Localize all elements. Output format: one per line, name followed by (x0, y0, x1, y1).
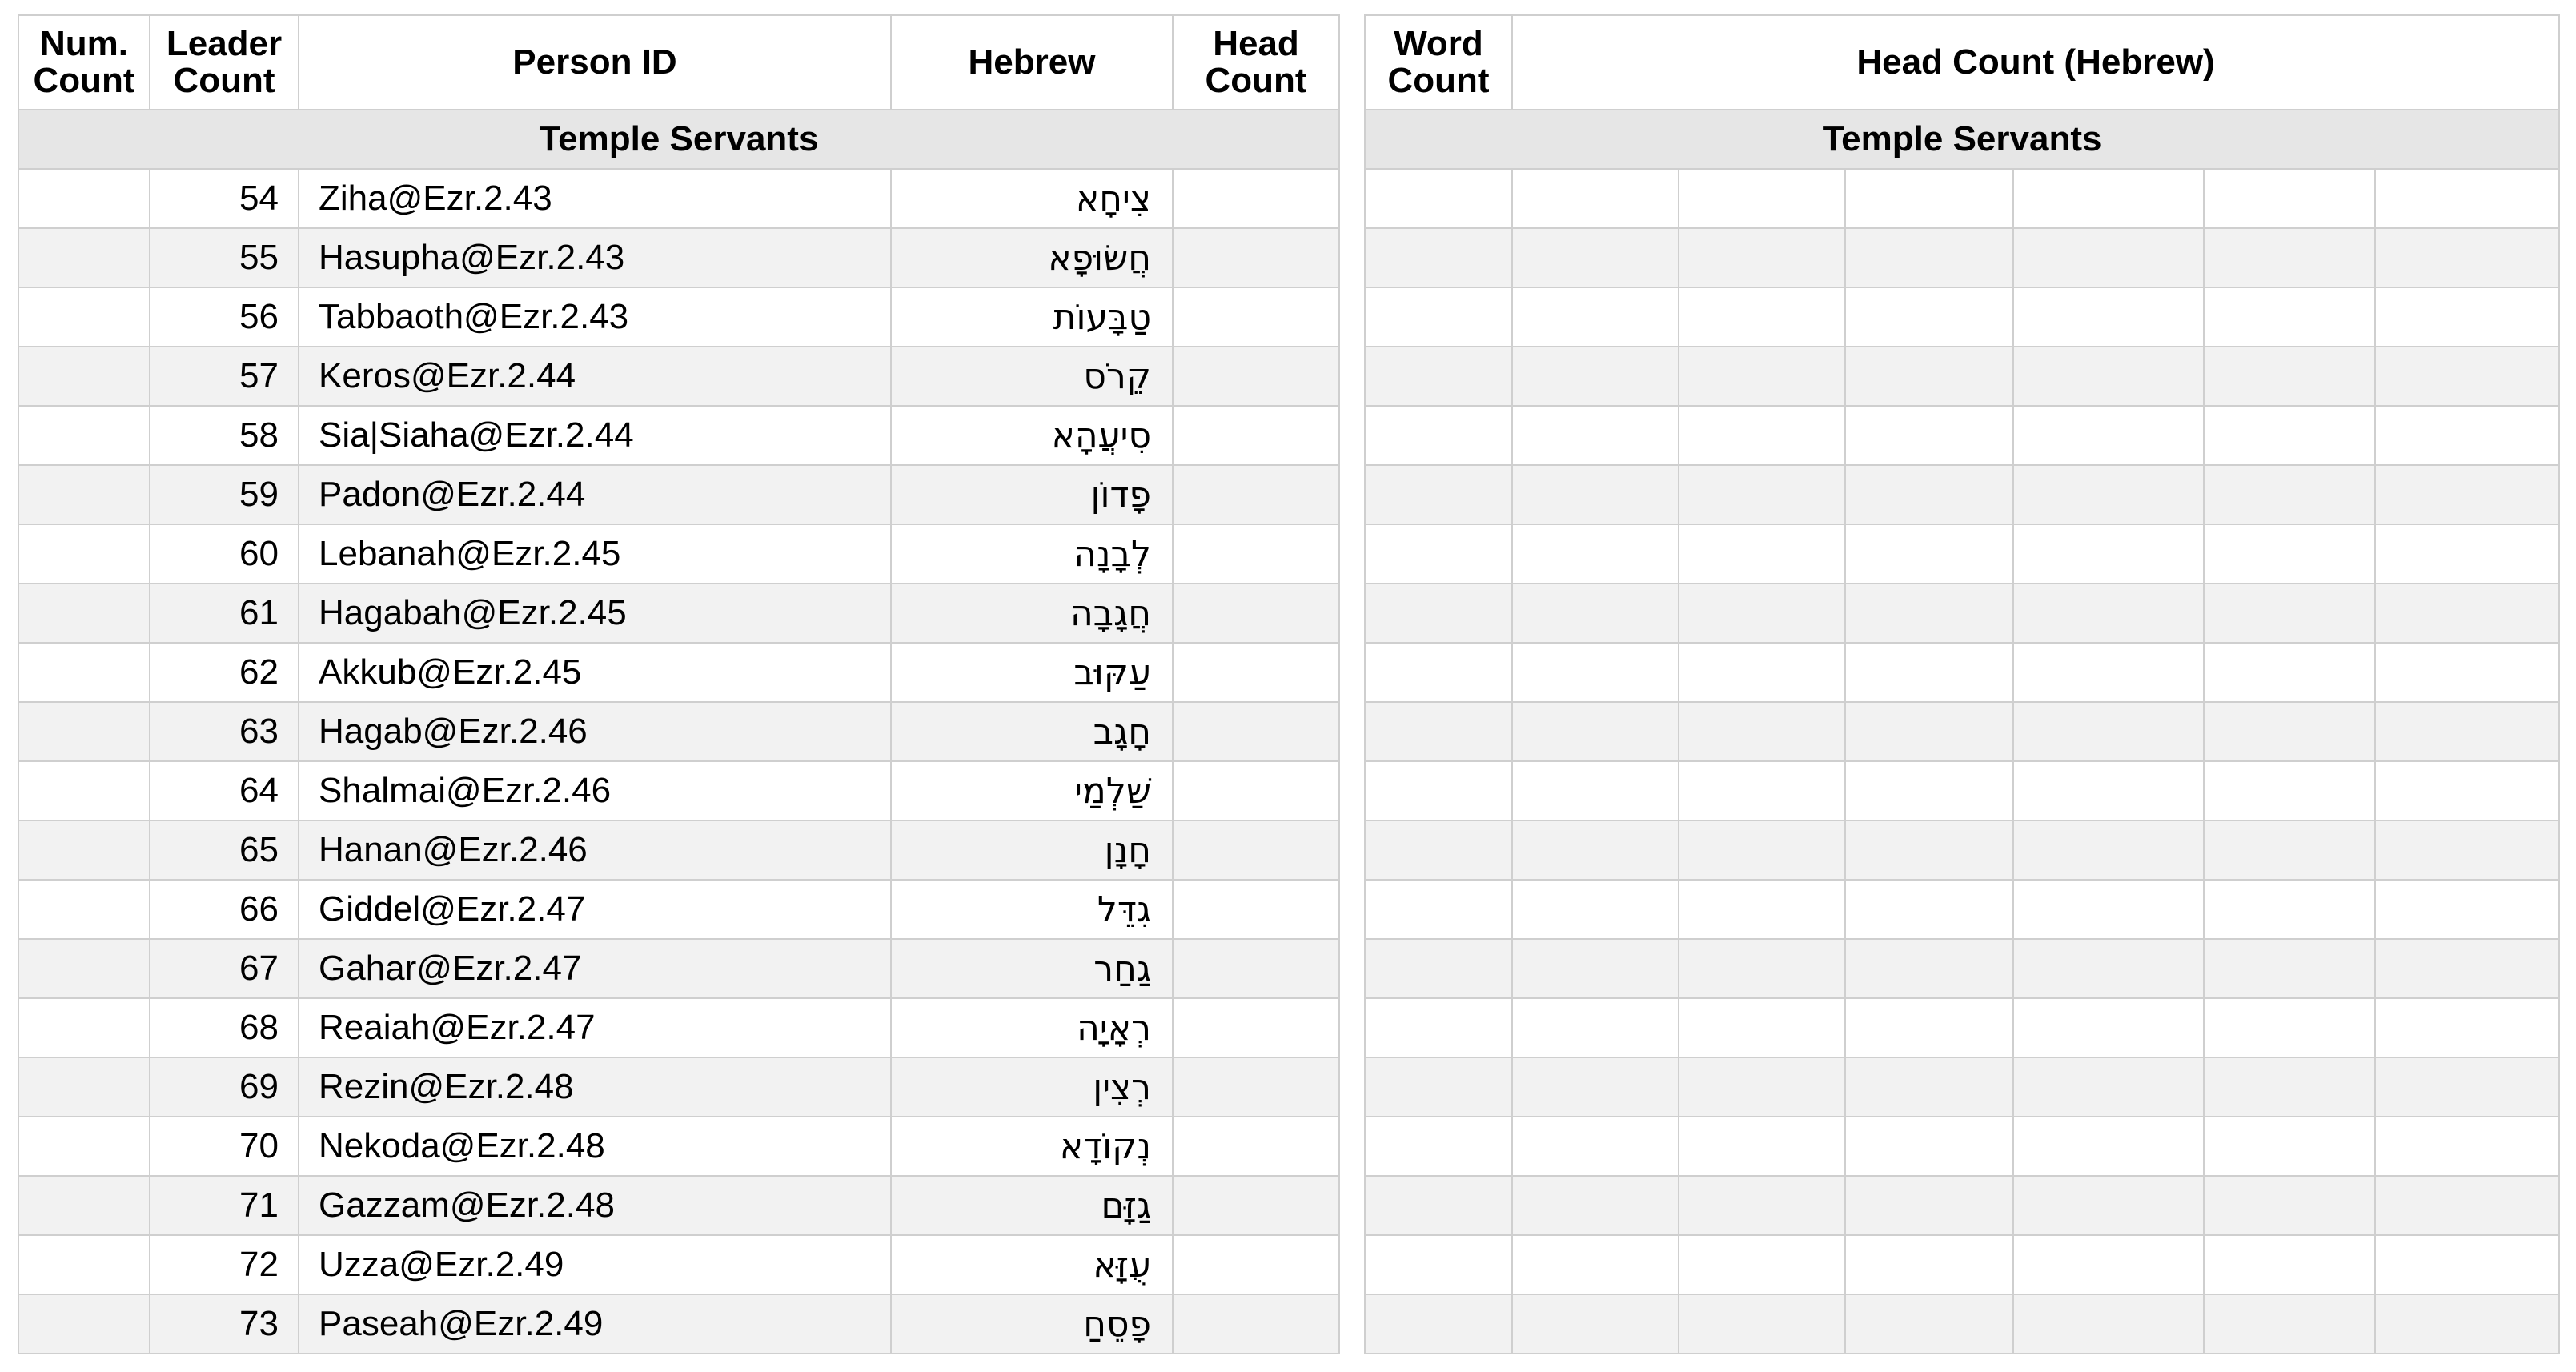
left-table (18, 14, 1340, 1354)
head-count-hebrew-cell[interactable] (1679, 287, 1845, 347)
table-row (18, 524, 1339, 584)
leader-count-cell[interactable]: 54 (150, 169, 299, 228)
hebrew-cell[interactable]: נְקוֹדָא (891, 1117, 1173, 1176)
head-count-hebrew-cell[interactable] (2204, 880, 2375, 939)
table-row (1365, 998, 2559, 1057)
person-id-cell[interactable]: Gazzam@Ezr.2.48 (299, 1176, 891, 1235)
head-count-cell[interactable] (1173, 169, 1339, 228)
head-count-hebrew-cell[interactable] (1512, 287, 1679, 347)
head-count-cell[interactable] (1173, 584, 1339, 643)
head-count-hebrew-cell[interactable] (2013, 1117, 2204, 1176)
word-count-cell[interactable] (1365, 702, 1512, 761)
head-count-hebrew-cell[interactable] (2204, 524, 2375, 584)
word-count-cell[interactable] (1365, 643, 1512, 702)
leader-count-cell[interactable]: 73 (150, 1294, 299, 1354)
num-count-cell[interactable] (18, 465, 150, 524)
head-count-hebrew-cell[interactable] (1845, 939, 2013, 998)
table-row (1365, 880, 2559, 939)
num-count-cell[interactable] (18, 347, 150, 406)
head-count-cell[interactable] (1173, 1176, 1339, 1235)
hebrew-cell[interactable]: פָדוֹן (891, 465, 1173, 524)
leader-count-cell[interactable]: 57 (150, 347, 299, 406)
leader-count-cell[interactable]: 71 (150, 1176, 299, 1235)
num-count-header[interactable]: Num. Count (18, 15, 150, 110)
hebrew-cell[interactable]: טַבָּעוֹת (891, 287, 1173, 347)
leader-count-cell[interactable]: 72 (150, 1235, 299, 1294)
leader-count-cell[interactable]: 66 (150, 880, 299, 939)
head-count-cell[interactable] (1173, 228, 1339, 287)
table-row (18, 406, 1339, 465)
head-count-header[interactable]: Head Count (1173, 15, 1339, 110)
word-count-cell[interactable] (1365, 169, 1512, 228)
table-row (18, 1057, 1339, 1117)
num-count-cell[interactable] (18, 702, 150, 761)
leader-count-cell[interactable]: 69 (150, 1057, 299, 1117)
head-count-hebrew-cell[interactable] (2204, 287, 2375, 347)
head-count-hebrew-cell[interactable] (1512, 1057, 1679, 1117)
leader-count-cell[interactable]: 58 (150, 406, 299, 465)
head-count-hebrew-cell[interactable] (1845, 169, 2013, 228)
person-id-cell[interactable]: Hagab@Ezr.2.46 (299, 702, 891, 761)
head-count-hebrew-cell[interactable] (1512, 228, 1679, 287)
head-count-hebrew-cell[interactable] (2204, 1235, 2375, 1294)
head-count-hebrew-cell[interactable] (1679, 643, 1845, 702)
head-count-cell[interactable] (1173, 406, 1339, 465)
head-count-hebrew-cell[interactable] (2375, 761, 2559, 820)
table-row (1365, 169, 2559, 228)
num-count-cell[interactable] (18, 761, 150, 820)
word-count-cell[interactable] (1365, 939, 1512, 998)
word-count-header[interactable]: Word Count (1365, 15, 1512, 110)
hebrew-cell[interactable]: עֻזָּא (891, 1235, 1173, 1294)
table-row (18, 702, 1339, 761)
head-count-hebrew-cell[interactable] (2013, 228, 2204, 287)
person-id-cell[interactable]: Sia|Siaha@Ezr.2.44 (299, 406, 891, 465)
table-row (1365, 1235, 2559, 1294)
head-count-cell[interactable] (1173, 820, 1339, 880)
head-count-cell[interactable] (1173, 465, 1339, 524)
head-count-hebrew-cell[interactable] (2013, 1294, 2204, 1354)
leader-count-header[interactable]: Leader Count (150, 15, 299, 110)
leader-count-cell[interactable]: 61 (150, 584, 299, 643)
head-count-hebrew-cell[interactable] (2204, 584, 2375, 643)
word-count-cell[interactable] (1365, 880, 1512, 939)
hebrew-cell[interactable]: חָגָב (891, 702, 1173, 761)
right-header-row (1365, 15, 2559, 110)
head-count-hebrew-cell[interactable] (1512, 347, 1679, 406)
hebrew-cell[interactable]: חָנָן (891, 820, 1173, 880)
head-count-hebrew-cell[interactable] (2204, 1176, 2375, 1235)
table-row (1365, 347, 2559, 406)
head-count-hebrew-cell[interactable] (2375, 228, 2559, 287)
head-count-hebrew-cell[interactable] (2375, 880, 2559, 939)
head-count-hebrew-cell[interactable] (1512, 169, 1679, 228)
person-id-cell[interactable]: Hagabah@Ezr.2.45 (299, 584, 891, 643)
head-count-hebrew-cell[interactable] (1845, 1235, 2013, 1294)
head-count-hebrew-cell[interactable] (1679, 465, 1845, 524)
person-id-cell[interactable]: Keros@Ezr.2.44 (299, 347, 891, 406)
head-count-hebrew-cell[interactable] (1845, 1117, 2013, 1176)
hebrew-cell[interactable]: גַזָּם (891, 1176, 1173, 1235)
person-id-cell[interactable]: Hasupha@Ezr.2.43 (299, 228, 891, 287)
head-count-cell[interactable] (1173, 1235, 1339, 1294)
word-count-cell[interactable] (1365, 347, 1512, 406)
num-count-cell[interactable] (18, 406, 150, 465)
hebrew-cell[interactable]: חֲגָבָה (891, 584, 1173, 643)
num-count-cell[interactable] (18, 880, 150, 939)
head-count-hebrew-cell[interactable] (2375, 702, 2559, 761)
word-count-cell[interactable] (1365, 1235, 1512, 1294)
head-count-hebrew-cell[interactable] (2204, 169, 2375, 228)
head-count-hebrew-cell[interactable] (1679, 1294, 1845, 1354)
head-count-hebrew-cell[interactable] (2013, 347, 2204, 406)
table-row (18, 998, 1339, 1057)
person-id-cell[interactable]: Nekoda@Ezr.2.48 (299, 1117, 891, 1176)
num-count-cell[interactable] (18, 1235, 150, 1294)
hebrew-cell[interactable]: רְצִין (891, 1057, 1173, 1117)
left-header-row (18, 15, 1339, 110)
hebrew-cell[interactable]: לְבָנָה (891, 524, 1173, 584)
table-row (18, 287, 1339, 347)
head-count-hebrew-cell[interactable] (1845, 1057, 2013, 1117)
leader-count-cell[interactable]: 55 (150, 228, 299, 287)
head-count-hebrew-cell[interactable] (2204, 939, 2375, 998)
table-row (18, 1235, 1339, 1294)
head-count-hebrew-cell[interactable] (2013, 643, 2204, 702)
word-count-cell[interactable] (1365, 228, 1512, 287)
head-count-cell[interactable] (1173, 880, 1339, 939)
table-row (18, 1176, 1339, 1235)
num-count-cell[interactable] (18, 1294, 150, 1354)
hebrew-cell[interactable]: צִיחָא (891, 169, 1173, 228)
person-id-cell[interactable]: Giddel@Ezr.2.47 (299, 880, 891, 939)
table-row (1365, 1176, 2559, 1235)
head-count-hebrew-cell[interactable] (1845, 347, 2013, 406)
head-count-cell[interactable] (1173, 761, 1339, 820)
head-count-hebrew-cell[interactable] (1679, 939, 1845, 998)
head-count-hebrew-cell[interactable] (1512, 939, 1679, 998)
head-count-hebrew-cell[interactable] (1679, 1057, 1845, 1117)
table-row (18, 465, 1339, 524)
word-count-cell[interactable] (1365, 820, 1512, 880)
person-id-cell[interactable]: Ziha@Ezr.2.43 (299, 169, 891, 228)
hebrew-cell[interactable]: שַׁלְמַי (891, 761, 1173, 820)
head-count-hebrew-cell[interactable] (1512, 584, 1679, 643)
head-count-hebrew-cell[interactable] (2204, 761, 2375, 820)
head-count-hebrew-cell[interactable] (1512, 524, 1679, 584)
head-count-hebrew-cell[interactable] (2375, 347, 2559, 406)
num-count-cell[interactable] (18, 169, 150, 228)
person-id-cell[interactable]: Tabbaoth@Ezr.2.43 (299, 287, 891, 347)
head-count-hebrew-cell[interactable] (1845, 643, 2013, 702)
table-row (1365, 465, 2559, 524)
person-id-cell[interactable]: Akkub@Ezr.2.45 (299, 643, 891, 702)
leader-count-cell[interactable]: 60 (150, 524, 299, 584)
table-row (18, 761, 1339, 820)
head-count-hebrew-cell[interactable] (1679, 1117, 1845, 1176)
person-id-cell[interactable]: Hanan@Ezr.2.46 (299, 820, 891, 880)
num-count-cell[interactable] (18, 939, 150, 998)
head-count-hebrew-cell[interactable] (1679, 228, 1845, 287)
head-count-hebrew-cell[interactable] (2013, 1235, 2204, 1294)
table-row (18, 1117, 1339, 1176)
head-count-hebrew-cell[interactable] (1679, 702, 1845, 761)
head-count-hebrew-cell[interactable] (2013, 939, 2204, 998)
table-row (1365, 820, 2559, 880)
head-count-hebrew-cell[interactable] (1845, 287, 2013, 347)
word-count-cell[interactable] (1365, 1176, 1512, 1235)
leader-count-cell[interactable]: 70 (150, 1117, 299, 1176)
person-id-cell[interactable]: Rezin@Ezr.2.48 (299, 1057, 891, 1117)
head-count-hebrew-cell[interactable] (1845, 761, 2013, 820)
head-count-hebrew-cell[interactable] (1512, 1117, 1679, 1176)
num-count-cell[interactable] (18, 998, 150, 1057)
head-count-hebrew-cell[interactable] (2204, 228, 2375, 287)
head-count-hebrew-cell[interactable] (2204, 1294, 2375, 1354)
hebrew-header[interactable]: Hebrew (891, 15, 1173, 110)
head-count-cell[interactable] (1173, 1294, 1339, 1354)
section-title[interactable]: Temple Servants (18, 110, 1339, 169)
head-count-hebrew-cell[interactable] (2013, 702, 2204, 761)
head-count-hebrew-cell[interactable] (1512, 761, 1679, 820)
head-count-hebrew-cell[interactable] (1679, 998, 1845, 1057)
head-count-cell[interactable] (1173, 1057, 1339, 1117)
head-count-hebrew-cell[interactable] (2375, 1176, 2559, 1235)
table-row (18, 584, 1339, 643)
head-count-hebrew-cell[interactable] (2375, 169, 2559, 228)
word-count-cell[interactable] (1365, 406, 1512, 465)
head-count-cell[interactable] (1173, 939, 1339, 998)
head-count-hebrew-cell[interactable] (1679, 584, 1845, 643)
table-row (18, 1294, 1339, 1354)
head-count-cell[interactable] (1173, 998, 1339, 1057)
head-count-cell[interactable] (1173, 347, 1339, 406)
section-row (1365, 110, 2559, 169)
head-count-hebrew-cell[interactable] (2375, 1057, 2559, 1117)
head-count-hebrew-cell[interactable] (1679, 524, 1845, 584)
head-count-hebrew-cell[interactable] (2013, 880, 2204, 939)
person-id-cell[interactable]: Shalmai@Ezr.2.46 (299, 761, 891, 820)
head-count-hebrew-cell[interactable] (1512, 820, 1679, 880)
head-count-cell[interactable] (1173, 643, 1339, 702)
head-count-hebrew-cell[interactable] (2013, 169, 2204, 228)
head-count-hebrew-cell[interactable] (2375, 524, 2559, 584)
head-count-hebrew-cell[interactable] (1512, 643, 1679, 702)
word-count-cell[interactable] (1365, 465, 1512, 524)
table-row (1365, 524, 2559, 584)
head-count-hebrew-cell[interactable] (2013, 584, 2204, 643)
head-count-hebrew-cell[interactable] (2013, 406, 2204, 465)
word-count-cell[interactable] (1365, 584, 1512, 643)
head-count-hebrew-cell[interactable] (1845, 228, 2013, 287)
head-count-hebrew-cell[interactable] (2204, 347, 2375, 406)
head-count-hebrew-cell[interactable] (1845, 998, 2013, 1057)
head-count-hebrew-cell[interactable] (2204, 820, 2375, 880)
num-count-cell[interactable] (18, 228, 150, 287)
table-row (18, 820, 1339, 880)
head-count-hebrew-cell[interactable] (2013, 820, 2204, 880)
table-row (1365, 1057, 2559, 1117)
hebrew-cell[interactable]: גַחַר (891, 939, 1173, 998)
head-count-hebrew-cell[interactable] (1845, 406, 2013, 465)
head-count-hebrew-cell[interactable] (1679, 406, 1845, 465)
leader-count-cell[interactable]: 68 (150, 998, 299, 1057)
person-id-header[interactable]: Person ID (299, 15, 891, 110)
head-count-hebrew-cell[interactable] (1845, 1294, 2013, 1354)
table-row (18, 228, 1339, 287)
num-count-cell[interactable] (18, 1176, 150, 1235)
head-count-hebrew-cell[interactable] (1679, 1235, 1845, 1294)
leader-count-cell[interactable]: 67 (150, 939, 299, 998)
head-count-hebrew-cell[interactable] (1512, 465, 1679, 524)
head-count-hebrew-cell[interactable] (1679, 761, 1845, 820)
person-id-cell[interactable]: Padon@Ezr.2.44 (299, 465, 891, 524)
leader-count-cell[interactable]: 62 (150, 643, 299, 702)
head-count-hebrew-cell[interactable] (1845, 584, 2013, 643)
head-count-hebrew-cell[interactable] (1679, 880, 1845, 939)
table-row (1365, 761, 2559, 820)
head-count-hebrew-cell[interactable] (1845, 702, 2013, 761)
head-count-hebrew-cell[interactable] (1845, 820, 2013, 880)
num-count-cell[interactable] (18, 287, 150, 347)
table-row (1365, 287, 2559, 347)
leader-count-cell[interactable]: 59 (150, 465, 299, 524)
table-row (1365, 643, 2559, 702)
head-count-hebrew-cell[interactable] (1845, 465, 2013, 524)
person-id-cell[interactable]: Reaiah@Ezr.2.47 (299, 998, 891, 1057)
head-count-hebrew-cell[interactable] (2375, 1235, 2559, 1294)
head-count-hebrew-cell[interactable] (1845, 524, 2013, 584)
head-count-hebrew-cell[interactable] (2375, 643, 2559, 702)
head-count-hebrew-cell[interactable] (2375, 584, 2559, 643)
table-row (18, 169, 1339, 228)
table-row (18, 939, 1339, 998)
table-row (18, 643, 1339, 702)
head-count-hebrew-cell[interactable] (2375, 998, 2559, 1057)
right-table (1364, 14, 2560, 1354)
head-count-hebrew-cell[interactable] (1512, 1294, 1679, 1354)
head-count-cell[interactable] (1173, 1117, 1339, 1176)
head-count-hebrew-cell[interactable] (2204, 406, 2375, 465)
word-count-cell[interactable] (1365, 287, 1512, 347)
table-row (1365, 702, 2559, 761)
leader-count-cell[interactable]: 56 (150, 287, 299, 347)
head-count-hebrew-cell[interactable] (2204, 702, 2375, 761)
head-count-hebrew-cell[interactable] (2375, 287, 2559, 347)
table-row (1365, 939, 2559, 998)
word-count-cell[interactable] (1365, 524, 1512, 584)
head-count-cell[interactable] (1173, 524, 1339, 584)
table-row (1365, 584, 2559, 643)
head-count-hebrew-cell[interactable] (2013, 1057, 2204, 1117)
num-count-cell[interactable] (18, 524, 150, 584)
table-row (18, 880, 1339, 939)
num-count-cell[interactable] (18, 1117, 150, 1176)
head-count-hebrew-cell[interactable] (2375, 1294, 2559, 1354)
head-count-hebrew-cell[interactable] (2204, 998, 2375, 1057)
head-count-hebrew-cell[interactable] (1512, 880, 1679, 939)
head-count-hebrew-cell[interactable] (2013, 998, 2204, 1057)
table-row (1365, 1294, 2559, 1354)
num-count-cell[interactable] (18, 584, 150, 643)
hebrew-cell[interactable]: רְאָיָה (891, 998, 1173, 1057)
head-count-hebrew-cell[interactable] (2204, 1117, 2375, 1176)
word-count-cell[interactable] (1365, 761, 1512, 820)
hebrew-cell[interactable]: קֵרֹס (891, 347, 1173, 406)
head-count-hebrew-cell[interactable] (1512, 998, 1679, 1057)
section-title[interactable]: Temple Servants (1365, 110, 2559, 169)
head-count-hebrew-cell[interactable] (1512, 1176, 1679, 1235)
head-count-hebrew-cell[interactable] (2204, 643, 2375, 702)
person-id-cell[interactable]: Uzza@Ezr.2.49 (299, 1235, 891, 1294)
hebrew-cell[interactable]: פָסֵחַ (891, 1294, 1173, 1354)
head-count-hebrew-cell[interactable] (2013, 287, 2204, 347)
head-count-hebrew-cell[interactable] (2013, 761, 2204, 820)
hebrew-cell[interactable]: סִיעֲהָא (891, 406, 1173, 465)
word-count-cell[interactable] (1365, 1117, 1512, 1176)
head-count-hebrew-header[interactable]: Head Count (Hebrew) (1512, 15, 2559, 110)
table-row (1365, 228, 2559, 287)
person-id-cell[interactable]: Paseah@Ezr.2.49 (299, 1294, 891, 1354)
section-row (18, 110, 1339, 169)
head-count-hebrew-cell[interactable] (1679, 169, 1845, 228)
head-count-hebrew-cell[interactable] (1679, 820, 1845, 880)
hebrew-cell[interactable]: חֲשׂוּפָא (891, 228, 1173, 287)
person-id-cell[interactable]: Gahar@Ezr.2.47 (299, 939, 891, 998)
word-count-cell[interactable] (1365, 1057, 1512, 1117)
head-count-hebrew-cell[interactable] (1512, 702, 1679, 761)
head-count-cell[interactable] (1173, 287, 1339, 347)
head-count-hebrew-cell[interactable] (1679, 347, 1845, 406)
head-count-hebrew-cell[interactable] (1845, 880, 2013, 939)
word-count-cell[interactable] (1365, 1294, 1512, 1354)
head-count-hebrew-cell[interactable] (2204, 1057, 2375, 1117)
head-count-hebrew-cell[interactable] (2375, 820, 2559, 880)
person-id-cell[interactable]: Lebanah@Ezr.2.45 (299, 524, 891, 584)
table-row (18, 347, 1339, 406)
head-count-hebrew-cell[interactable] (1845, 1176, 2013, 1235)
num-count-cell[interactable] (18, 643, 150, 702)
table-row (1365, 1117, 2559, 1176)
word-count-cell[interactable] (1365, 998, 1512, 1057)
head-count-hebrew-cell[interactable] (1679, 1176, 1845, 1235)
leader-count-cell[interactable]: 65 (150, 820, 299, 880)
head-count-hebrew-cell[interactable] (2013, 465, 2204, 524)
leader-count-cell[interactable]: 64 (150, 761, 299, 820)
hebrew-cell[interactable]: גִדֵּל (891, 880, 1173, 939)
num-count-cell[interactable] (18, 820, 150, 880)
head-count-cell[interactable] (1173, 702, 1339, 761)
head-count-hebrew-cell[interactable] (2375, 1117, 2559, 1176)
hebrew-cell[interactable]: עַקּוּב (891, 643, 1173, 702)
leader-count-cell[interactable]: 63 (150, 702, 299, 761)
head-count-hebrew-cell[interactable] (1512, 406, 1679, 465)
head-count-hebrew-cell[interactable] (2375, 465, 2559, 524)
head-count-hebrew-cell[interactable] (2204, 465, 2375, 524)
head-count-hebrew-cell[interactable] (2013, 1176, 2204, 1235)
head-count-hebrew-cell[interactable] (1512, 1235, 1679, 1294)
head-count-hebrew-cell[interactable] (2375, 406, 2559, 465)
num-count-cell[interactable] (18, 1057, 150, 1117)
table-row (1365, 406, 2559, 465)
head-count-hebrew-cell[interactable] (2375, 939, 2559, 998)
head-count-hebrew-cell[interactable] (2013, 524, 2204, 584)
